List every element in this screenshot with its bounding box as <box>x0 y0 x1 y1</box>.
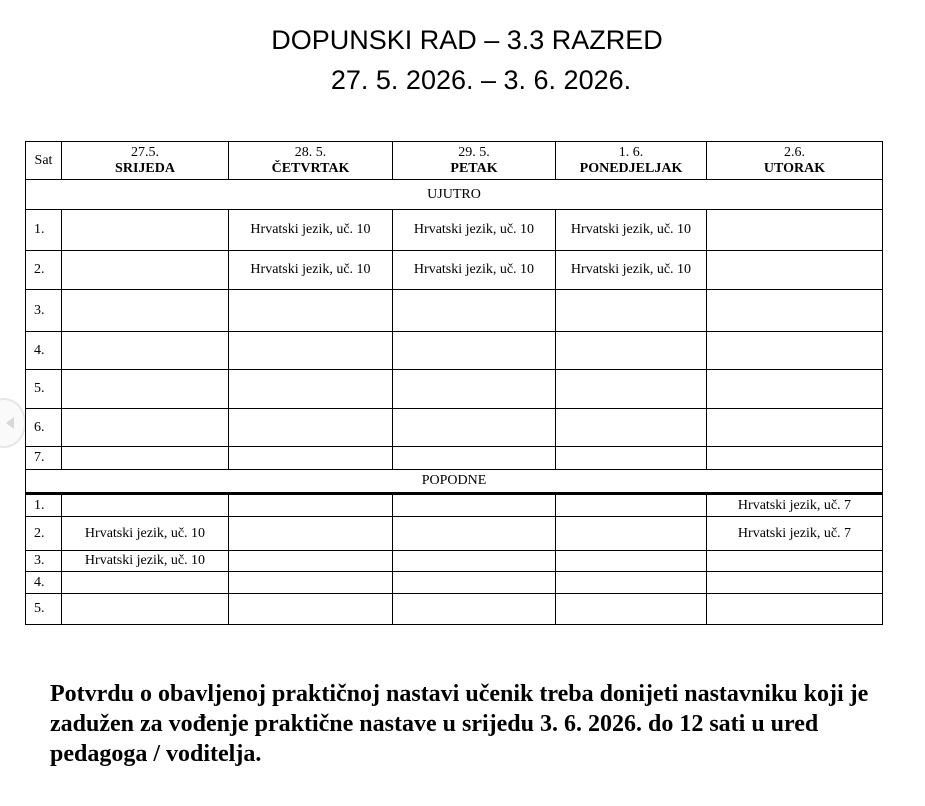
table-row <box>26 409 883 447</box>
date-range: 27. 5. 2026. – 3. 6. 2026. <box>330 65 632 95</box>
table-row <box>26 370 883 409</box>
schedule-cell <box>707 572 883 594</box>
day-header-petak: 29. 5. PETAK <box>393 142 556 180</box>
section-row-morning <box>26 180 883 210</box>
schedule-cell <box>229 447 393 470</box>
schedule-cell <box>556 332 707 370</box>
schedule-cell <box>556 551 707 572</box>
morning-section <box>26 210 883 470</box>
schedule-cell <box>229 572 393 594</box>
schedule-cell <box>707 551 883 572</box>
schedule-cell <box>393 409 556 447</box>
schedule-cell <box>556 409 707 447</box>
schedule-cell: Hrvatski jezik, uč. 10 <box>229 210 393 251</box>
confirmation-note: Potvrdu o obavljenoj praktičnoj nastavi učenik treba donijeti nastavniku koji je zadužen za vođenje praktične nastave u srijedu 3. 6. 2026. do 12 sati u ured pedagoga / voditelja. <box>50 681 869 767</box>
schedule-cell <box>556 290 707 332</box>
table-row <box>26 517 883 551</box>
schedule-cell <box>556 572 707 594</box>
sat-number: 3. <box>26 290 62 332</box>
schedule-cell: Hrvatski jezik, uč. 10 <box>393 251 556 290</box>
sat-number: 3. <box>26 551 62 572</box>
schedule-cell <box>62 494 229 517</box>
schedule-cell <box>393 494 556 517</box>
table-row <box>26 210 883 251</box>
schedule-cell: Hrvatski jezik, uč. 10 <box>556 210 707 251</box>
sat-number: 5. <box>26 370 62 409</box>
schedule-cell <box>229 551 393 572</box>
table-row <box>26 251 883 290</box>
schedule-cell <box>707 447 883 470</box>
schedule-cell <box>393 370 556 409</box>
schedule-cell: Hrvatski jezik, uč. 10 <box>229 251 393 290</box>
afternoon-section <box>26 494 883 625</box>
schedule-cell <box>229 494 393 517</box>
schedule-cell <box>707 409 883 447</box>
sat-number: 4. <box>26 572 62 594</box>
day-header-utorak: 2.6. UTORAK <box>707 142 883 180</box>
sat-number: 6. <box>26 409 62 447</box>
schedule-cell <box>229 370 393 409</box>
schedule-cell <box>229 332 393 370</box>
table-row <box>26 494 883 517</box>
schedule-cell <box>556 447 707 470</box>
page-nav-left-icon[interactable] <box>0 398 26 448</box>
schedule-cell <box>62 409 229 447</box>
schedule-cell <box>393 290 556 332</box>
schedule-cell <box>62 594 229 625</box>
day-header-srijeda: 27.5. SRIJEDA <box>62 142 229 180</box>
schedule-cell <box>62 572 229 594</box>
sat-number: 5. <box>26 594 62 625</box>
table-row <box>26 594 883 625</box>
schedule-cell <box>62 370 229 409</box>
day-header-cetvrtak: 28. 5. ČETVRTAK <box>229 142 393 180</box>
sat-number: 2. <box>26 517 62 551</box>
section-label-morning: UJUTRO <box>26 180 883 210</box>
schedule-cell: Hrvatski jezik, uč. 7 <box>707 517 883 551</box>
schedule-cell: Hrvatski jezik, uč. 10 <box>62 517 229 551</box>
schedule-cell <box>556 594 707 625</box>
table-row <box>26 290 883 332</box>
schedule-cell <box>707 370 883 409</box>
sat-header: Sat <box>26 142 62 180</box>
schedule-cell <box>393 447 556 470</box>
schedule-cell <box>62 210 229 251</box>
sat-number: 7. <box>26 447 62 470</box>
schedule-cell <box>62 447 229 470</box>
sat-number: 2. <box>26 251 62 290</box>
schedule-cell <box>62 332 229 370</box>
schedule-cell <box>62 290 229 332</box>
schedule-cell: Hrvatski jezik, uč. 10 <box>62 551 229 572</box>
sat-number: 1. <box>26 210 62 251</box>
schedule-cell <box>556 370 707 409</box>
schedule-cell <box>393 332 556 370</box>
section-row-afternoon <box>26 470 883 494</box>
table-row <box>26 332 883 370</box>
schedule-cell <box>707 251 883 290</box>
schedule-cell <box>707 594 883 625</box>
schedule-cell: Hrvatski jezik, uč. 10 <box>556 251 707 290</box>
header-row <box>26 142 883 180</box>
schedule-cell <box>707 210 883 251</box>
schedule-cell <box>229 594 393 625</box>
document-title: DOPUNSKI RAD – 3.3 RAZRED <box>271 25 663 55</box>
day-header-ponedjeljak: 1. 6. PONEDJELJAK <box>556 142 707 180</box>
sat-number: 1. <box>26 494 62 517</box>
schedule-cell <box>556 517 707 551</box>
schedule-cell <box>229 409 393 447</box>
schedule-cell <box>556 494 707 517</box>
schedule-cell: Hrvatski jezik, uč. 10 <box>393 210 556 251</box>
schedule-cell <box>393 572 556 594</box>
sat-number: 4. <box>26 332 62 370</box>
schedule-cell <box>229 290 393 332</box>
schedule-cell <box>393 551 556 572</box>
schedule-cell <box>393 517 556 551</box>
schedule-table <box>25 141 883 625</box>
table-row <box>26 551 883 572</box>
table-row <box>26 447 883 470</box>
section-label-afternoon: POPODNE <box>26 470 883 494</box>
schedule-cell <box>393 594 556 625</box>
schedule-cell: Hrvatski jezik, uč. 7 <box>707 494 883 517</box>
schedule-cell <box>229 517 393 551</box>
schedule-cell <box>707 290 883 332</box>
schedule-cell <box>707 332 883 370</box>
table-row <box>26 572 883 594</box>
schedule-cell <box>62 251 229 290</box>
